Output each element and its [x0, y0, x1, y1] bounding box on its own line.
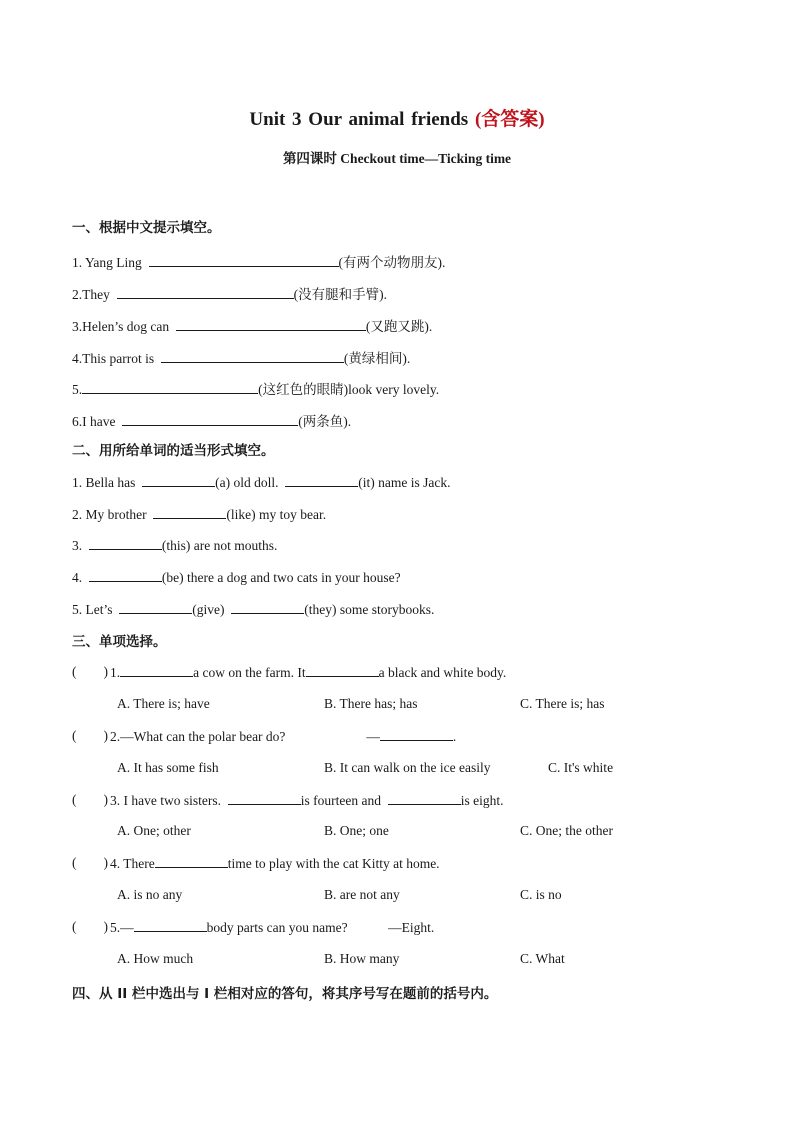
answer-paren[interactable]: ( ): [72, 855, 108, 870]
answer-blank[interactable]: [228, 792, 301, 805]
answer-blank[interactable]: [89, 537, 162, 550]
s2-item-1: 1. Bella has (a) old doll. (it) name is Jack.: [72, 475, 451, 490]
mcq-4-option-b: B. are not any: [324, 887, 400, 902]
mcq-2-option-a: A. It has some fish: [117, 760, 219, 775]
answer-blank[interactable]: [120, 664, 193, 677]
mcq-5-option-c: C. What: [520, 951, 565, 966]
answer-blank[interactable]: [142, 474, 215, 487]
s1-item-3: 3.Helen’s dog can (又跑又跳).: [72, 319, 433, 334]
s1-item-1: 1. Yang Ling (有两个动物朋友).: [72, 255, 446, 270]
title-text: Unit 3 Our animal friends: [249, 109, 475, 130]
mcq-1-option-a: A. There is; have: [117, 696, 210, 711]
page-subtitle: 第四课时 Checkout time—Ticking time: [282, 151, 512, 166]
answer-blank[interactable]: [231, 601, 304, 614]
answer-blank[interactable]: [134, 919, 207, 932]
s2-item-2: 2. My brother (like) my toy bear.: [72, 507, 327, 522]
mcq-1-option-b: B. There has; has: [324, 696, 418, 711]
answer-blank[interactable]: [149, 254, 339, 267]
answer-blank[interactable]: [155, 855, 228, 868]
answer-blank[interactable]: [153, 506, 226, 519]
section-2-heading: 二、用所给单词的适当形式填空。: [72, 443, 275, 459]
s1-item-5: 5. (这红色的眼睛)look very lovely.: [72, 382, 440, 397]
answer-paren[interactable]: ( ): [72, 792, 108, 807]
s1-item-4: 4.This parrot is (黄绿相间).: [72, 351, 411, 366]
answer-blank[interactable]: [89, 569, 162, 582]
mcq-4-option-a: A. is no any: [117, 887, 183, 902]
section-1-heading: 一、根据中文提示填空。: [72, 220, 221, 236]
section-3-heading: 三、单项选择。: [72, 634, 167, 650]
page-title: [0, 104, 794, 131]
mcq-3-option-b: B. One; one: [324, 823, 389, 838]
mcq-question-2: 2.—What can the polar bear do? — .: [110, 729, 457, 744]
answer-blank[interactable]: [82, 381, 258, 394]
answer-blank[interactable]: [119, 601, 192, 614]
mcq-question-1: 1. a cow on the farm. It a black and white body.: [110, 665, 507, 680]
answer-paren[interactable]: ( ): [72, 728, 108, 743]
answer-paren[interactable]: ( ): [72, 664, 108, 679]
answer-blank[interactable]: [122, 413, 298, 426]
answer-blank[interactable]: [380, 728, 453, 741]
answer-blank[interactable]: [306, 664, 379, 677]
answer-blank[interactable]: [285, 474, 358, 487]
mcq-4-option-c: C. is no: [520, 887, 562, 902]
s2-item-3: 3. (this) are not mouths.: [72, 538, 278, 553]
mcq-5-option-a: A. How much: [117, 951, 194, 966]
answer-blank[interactable]: [117, 286, 294, 299]
answer-blank[interactable]: [161, 350, 344, 363]
mcq-2-option-c: C. It's white: [548, 760, 614, 775]
answer-blank[interactable]: [388, 792, 461, 805]
mcq-3-option-c: C. One; the other: [520, 823, 613, 838]
s1-item-2: 2.They (没有腿和手臂).: [72, 287, 387, 302]
mcq-question-4: 4. There time to play with the cat Kitty at home.: [110, 856, 440, 871]
answer-paren[interactable]: ( ): [72, 919, 108, 934]
section-4-heading: 四、从 II 栏中选出与 I 栏相对应的答句，将其序号写在题前的括号内。: [72, 986, 498, 1002]
title-highlight: (含答案): [474, 109, 545, 130]
mcq-question-3: 3. I have two sisters. is fourteen and is eight.: [110, 793, 504, 808]
mcq-1-option-c: C. There is; has: [520, 696, 605, 711]
mcq-2-option-b: B. It can walk on the ice easily: [324, 760, 491, 775]
mcq-3-option-a: A. One; other: [117, 823, 191, 838]
s2-item-4: 4. (be) there a dog and two cats in your house?: [72, 570, 401, 585]
answer-blank[interactable]: [176, 318, 366, 331]
mcq-5-option-b: B. How many: [324, 951, 400, 966]
s2-item-5: 5. Let’s (give) (they) some storybooks.: [72, 602, 435, 617]
s1-item-6: 6.I have (两条鱼).: [72, 414, 352, 429]
mcq-question-5: 5.— body parts can you name? —Eight.: [110, 920, 435, 935]
